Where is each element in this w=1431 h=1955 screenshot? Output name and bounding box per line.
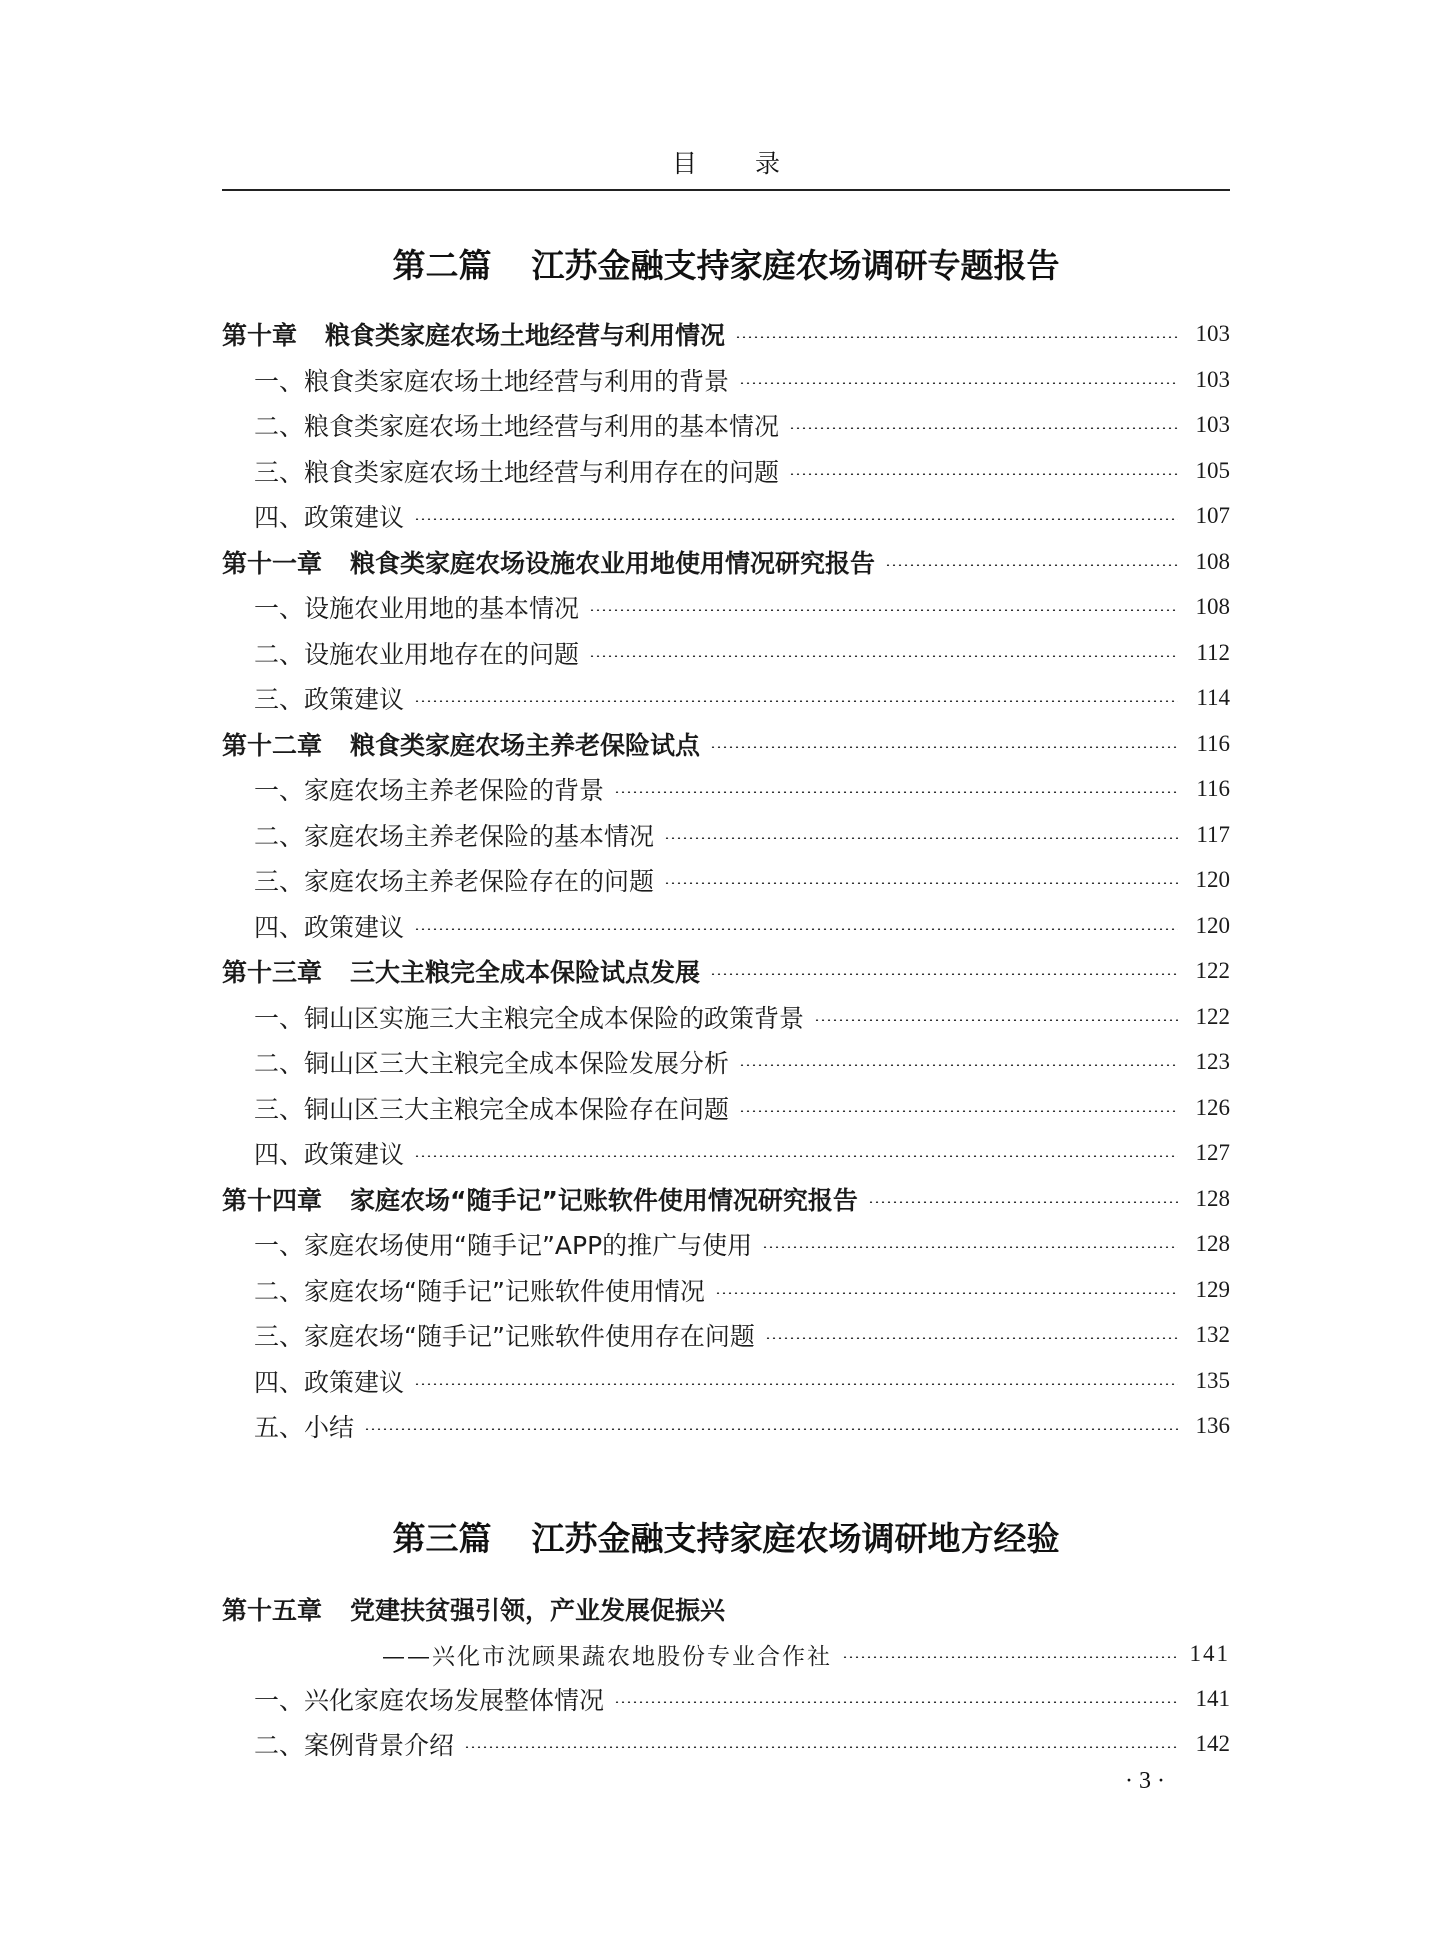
section-title: 三、铜山区三大主粮完全成本保险存在问题	[254, 1094, 730, 1124]
toc-page-number: 108	[1195, 594, 1230, 619]
toc-section-entry[interactable]	[222, 997, 1230, 1037]
toc-page-number: 103	[1195, 321, 1230, 346]
part-title	[222, 1513, 1230, 1560]
toc-chapter-entry[interactable]	[222, 1179, 1230, 1219]
toc-chapter-entry[interactable]	[222, 314, 1230, 354]
toc-section-entry[interactable]	[222, 1679, 1230, 1719]
toc-section-entry[interactable]	[222, 815, 1230, 855]
toc-page-number: 120	[1195, 867, 1230, 892]
dot-leader	[614, 1701, 1178, 1703]
toc-page-number: 123	[1195, 1049, 1230, 1074]
dot-leader	[414, 1383, 1178, 1385]
dot-leader	[589, 655, 1178, 657]
section-title: 一、兴化家庭农场发展整体情况	[254, 1686, 605, 1715]
dot-leader	[715, 1292, 1178, 1294]
toc-page-number: 132	[1195, 1322, 1230, 1347]
chapter-title: 家庭农场“随手记”记账软件使用情况研究报告	[350, 1185, 858, 1215]
toc-section-entry[interactable]	[222, 1133, 1230, 1173]
chapter-number: 第十四章	[222, 1185, 323, 1215]
section-title: 二、家庭农场“随手记”记账软件使用情况	[254, 1276, 705, 1306]
chapter-number: 第十二章	[222, 730, 323, 760]
chapter-number: 第十三章	[222, 958, 323, 987]
toc-page-number: 103	[1195, 366, 1230, 392]
chapter-title: 三大主粮完全成本保险试点发展	[350, 958, 701, 987]
dot-leader	[762, 1246, 1178, 1248]
dot-leader	[414, 1155, 1178, 1157]
dot-leader	[364, 1428, 1178, 1430]
toc-chapter-entry[interactable]	[222, 724, 1230, 764]
section-title: ——兴化市沈顾果蔬农地股份专业合作社	[382, 1643, 832, 1670]
dot-leader	[414, 928, 1178, 930]
section-title: 三、家庭农场“随手记”记账软件使用存在问题	[254, 1322, 755, 1351]
chapter-title: 粮食类家庭农场设施农业用地使用情况研究报告	[350, 548, 876, 578]
toc-page-number: 122	[1195, 1003, 1230, 1029]
toc-page-number: 116	[1196, 776, 1230, 801]
toc-page-number: 108	[1195, 548, 1230, 574]
dot-leader	[614, 791, 1178, 793]
toc-chapter-entry[interactable]	[222, 542, 1230, 582]
toc-section-entry[interactable]	[222, 1361, 1230, 1401]
toc-page-number: 105	[1195, 457, 1230, 483]
chapter-title: 党建扶贫强引领，产业发展促振兴	[350, 1596, 726, 1625]
toc-section-entry[interactable]	[222, 769, 1230, 809]
toc-chapter-entry[interactable]	[222, 951, 1230, 991]
toc-page-number: 117	[1196, 821, 1230, 847]
part-number: 第二篇	[392, 246, 492, 285]
dot-leader	[710, 746, 1178, 748]
dot-leader	[765, 1337, 1178, 1339]
section-title: 四、政策建议	[254, 1367, 405, 1397]
section-title: 二、铜山区三大主粮完全成本保险发展分析	[254, 1049, 730, 1078]
toc-page-number: 135	[1195, 1367, 1230, 1393]
toc-page-number: 136	[1195, 1413, 1230, 1438]
section-title: 二、案例背景介绍	[254, 1731, 455, 1760]
section-title: 二、粮食类家庭农场土地经营与利用的基本情况	[254, 412, 780, 441]
toc-section-entry[interactable]	[222, 860, 1230, 900]
part-heading: 江苏金融支持家庭农场调研专题报告	[531, 246, 1060, 285]
section-title: 三、政策建议	[254, 685, 405, 714]
toc-section-entry[interactable]	[222, 1270, 1230, 1310]
dot-leader	[842, 1656, 1176, 1658]
toc-chapter-heading[interactable]	[222, 1589, 1230, 1629]
toc-page-number: 141	[1195, 1686, 1230, 1711]
dot-leader	[789, 427, 1178, 429]
dot-leader	[414, 518, 1178, 520]
toc-page-number: 128	[1195, 1231, 1230, 1256]
toc-section-entry[interactable]	[222, 678, 1230, 718]
dot-leader	[735, 336, 1178, 338]
toc-page-number: 112	[1196, 639, 1230, 665]
toc-section-entry[interactable]	[222, 633, 1230, 673]
toc-section-entry[interactable]	[222, 587, 1230, 627]
toc-page-number: 128	[1195, 1185, 1230, 1211]
toc-subtitle-entry[interactable]	[222, 1634, 1230, 1674]
dot-leader	[868, 1201, 1178, 1203]
section-title: 四、政策建议	[254, 503, 405, 532]
chapter-title: 粮食类家庭农场土地经营与利用情况	[325, 321, 726, 350]
chapter-number: 第十章	[222, 321, 298, 350]
toc-section-entry[interactable]	[222, 405, 1230, 445]
toc-page-number: 142	[1195, 1731, 1230, 1756]
toc-page-number: 120	[1195, 912, 1230, 938]
toc-section-entry[interactable]	[222, 1088, 1230, 1128]
toc-section-entry[interactable]	[222, 360, 1230, 400]
toc-page-number: 129	[1195, 1276, 1230, 1302]
toc-page-number: 122	[1195, 958, 1230, 983]
header-rule	[222, 189, 1230, 191]
section-title: 一、粮食类家庭农场土地经营与利用的背景	[254, 366, 730, 396]
toc-section-entry[interactable]	[222, 1406, 1230, 1446]
dot-leader	[739, 382, 1178, 384]
toc-page-number: 107	[1195, 503, 1230, 528]
part-title	[222, 240, 1230, 287]
dot-leader	[414, 700, 1178, 702]
dot-leader	[664, 837, 1178, 839]
section-title: 四、政策建议	[254, 1140, 405, 1169]
running-head-left: 目	[671, 149, 697, 178]
section-title: 三、家庭农场主养老保险存在的问题	[254, 867, 655, 896]
section-title: 一、家庭农场使用“随手记”APP的推广与使用	[254, 1231, 753, 1260]
toc-page-number: 116	[1196, 730, 1230, 756]
part-number: 第三篇	[392, 1519, 492, 1558]
running-head-right: 录	[755, 149, 781, 178]
dot-leader	[710, 973, 1178, 975]
dot-leader	[464, 1746, 1178, 1748]
toc-page-number: 126	[1195, 1094, 1230, 1120]
running-head	[222, 144, 1230, 180]
section-title: 五、小结	[254, 1413, 355, 1442]
page-number: · 3 ·	[1125, 1768, 1165, 1794]
toc-page-number: 103	[1195, 412, 1230, 437]
section-title: 二、家庭农场主养老保险的基本情况	[254, 821, 655, 851]
section-title: 二、设施农业用地存在的问题	[254, 639, 580, 669]
chapter-number: 第十一章	[222, 548, 323, 578]
toc-page-number: 127	[1195, 1140, 1230, 1165]
toc-section-entry[interactable]	[222, 451, 1230, 491]
dot-leader	[664, 882, 1178, 884]
toc-page-number: 114	[1196, 685, 1230, 710]
dot-leader	[739, 1110, 1178, 1112]
dot-leader	[789, 473, 1178, 475]
section-title: 四、政策建议	[254, 912, 405, 942]
section-title: 一、设施农业用地的基本情况	[254, 594, 580, 623]
toc-section-entry[interactable]	[222, 1224, 1230, 1264]
section-title: 三、粮食类家庭农场土地经营与利用存在的问题	[254, 457, 780, 487]
dot-leader	[814, 1019, 1178, 1021]
dot-leader	[589, 609, 1178, 611]
chapter-number: 第十五章	[222, 1596, 323, 1625]
part-heading: 江苏金融支持家庭农场调研地方经验	[531, 1519, 1060, 1558]
dot-leader	[885, 564, 1178, 566]
toc-section-entry[interactable]	[222, 1724, 1230, 1764]
section-title: 一、家庭农场主养老保险的背景	[254, 776, 605, 805]
section-title: 一、铜山区实施三大主粮完全成本保险的政策背景	[254, 1003, 805, 1033]
toc-section-entry[interactable]	[222, 496, 1230, 536]
chapter-title: 粮食类家庭农场主养老保险试点	[350, 730, 701, 760]
toc-section-entry[interactable]	[222, 1042, 1230, 1082]
toc-section-entry[interactable]	[222, 906, 1230, 946]
dot-leader	[739, 1064, 1178, 1066]
toc-page-number: 141	[1189, 1641, 1230, 1666]
toc-section-entry[interactable]	[222, 1315, 1230, 1355]
